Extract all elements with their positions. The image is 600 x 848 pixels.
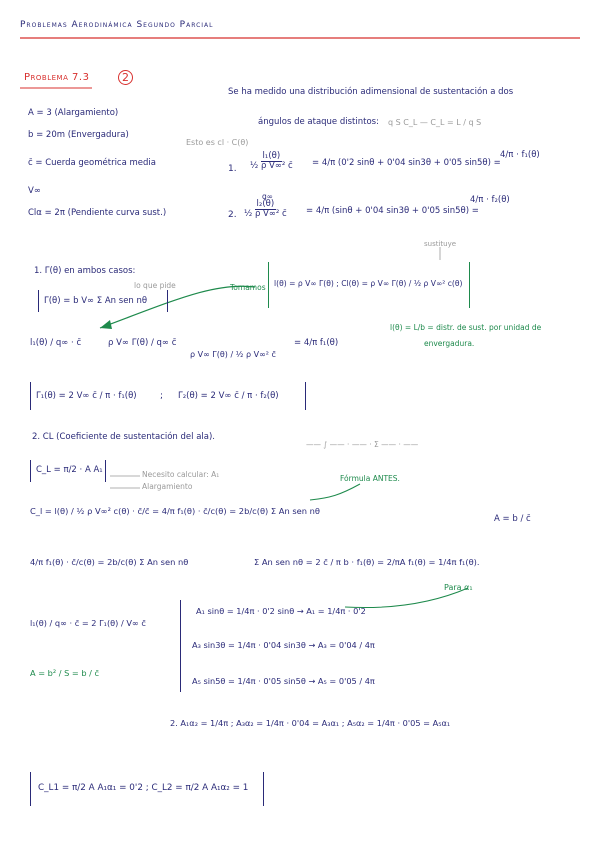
page-header-title: Problemas Aerodinámica Segundo Parcial [20,20,214,30]
formula-antes: Fórmula ANTES. [340,474,400,483]
statement-line-2: ángulos de ataque distintos: [258,117,379,127]
final-result: C_L1 = π/2 A A₁α₁ = 0'2 ; C_L2 = π/2 A A₁α₂ = 1 [38,783,249,793]
gamma-def: Γ(θ) = b V∞ Σ An sen nθ [44,296,148,306]
coef-a1: A₁ sinθ = 1/4π · 0'2 sinθ → A₁ = 1/4π · 0'2 [196,606,366,616]
note-necesito: Necesito calcular: A₁ [142,470,220,479]
section1-eq-rhs: = 4/π f₁(θ) [294,338,339,348]
coef-brace [180,600,181,692]
case2-index: 2. [228,210,237,220]
given-cuerda: c̄ = Cuerda geométrica media [28,158,156,168]
section1-title: 1. Γ(θ) en ambos casos: [34,266,136,276]
cl-equation: C_l = l(θ) / ½ ρ V∞² c(θ) · c̄/c̄ = 4/π f₁(θ) · c̄/c(θ) = 2b/c(θ) Σ An sen nθ [30,506,321,516]
series-row-rhs: Σ An sen nθ = 2 c̄ / π b · f₁(θ) = 2/πA f₁(θ) = 1/4π f₁(θ). [254,557,480,567]
tomamos-label: Tomamos [230,283,266,292]
case2-lhs-den: ½ ρ V∞² c̄ [244,208,287,219]
case1-lhs-sub: q∞ [262,192,274,201]
results-separator: ; [160,391,164,401]
coef-a3: A₃ sin3θ = 1/4π · 0'04 sin3θ → A₃ = 0'04 / 4π [192,640,375,650]
case1-fraction [246,152,297,171]
series-row-lhs: 4/π f₁(θ) · c̄/c(θ) = 2b/c(θ) Σ An sen nθ [30,557,189,567]
note-alargamiento: Alargamiento [142,482,193,491]
problem-number-mark: 2 [118,70,133,85]
case1-lhs-num: l₁(θ) [262,151,281,161]
case1-expression: = 4/π (0'2 sinθ + 0'04 sin3θ + 0'05 sin5θ) = [312,158,501,168]
gamma1-result: Γ₁(θ) = 2 V∞ c̄ / π · f₁(θ) [36,391,137,401]
given-alargamiento: A = 3 (Alargamiento) [28,108,119,118]
grey-note: Esto es cl · C(θ) [186,138,249,147]
section1-eq-mid2: ρ V∞ Γ(θ) / ½ ρ V∞² c̄ [190,350,276,359]
case1-lhs-den: ½ ρ V∞² c̄ [250,160,293,171]
case1-rhs: 4/π · f₁(θ) [500,150,540,160]
section2-title: 2. CL (Coeficiente de sustentación del ala). [32,432,216,442]
problem-label: Problema 7.3 [24,72,90,83]
given-vinf: V∞ [28,186,41,196]
boxed-relation-text: l(θ) = ρ V∞ Γ(θ) ; Cl(θ) = ρ V∞ Γ(θ) / ½ ρ V∞² c(θ) [274,279,463,288]
sustituye-note: sustituye [424,240,457,248]
aspect-ratio-def: A = b / c̄ [494,514,531,524]
case2-fraction [240,200,291,219]
cl-def: C_L = π/2 · A A₁ [36,465,103,475]
section2-grey-line: —— ∫ —— · —— · Σ —— · —— [306,440,419,449]
statement-line-1: Se ha medido una distribución adimensional de sustentación a dos [228,87,514,97]
case2-rhs: 4/π · f₂(θ) [470,195,510,205]
green-note-line-2: envergadura. [424,339,475,348]
case2-lhs-num: l₂(θ) [256,199,275,209]
left-relation-1: l₁(θ) / q∞ · c̄ = 2 Γ₁(θ) / V∞ c̄ [30,618,146,628]
green-note-line-1: l(θ) = L/b = distr. de sust. por unidad de [390,323,542,332]
coef-a5: A₅ sin5θ = 1/4π · 0'05 sin5θ → A₅ = 0'05 / 4π [192,676,375,686]
left-relation-2: A = b² / S = b / c̄ [30,668,100,678]
statement-tail: q S C_L — C_L = L / q S [388,118,482,127]
case2-expression: = 4/π (sinθ + 0'04 sin3θ + 0'05 sin5θ) = [306,206,479,216]
section1-note: lo que pide [134,281,176,290]
gamma2-result: Γ₂(θ) = 2 V∞ c̄ / π · f₂(θ) [178,391,279,401]
section1-eq-mid1: ρ V∞ Γ(θ) / q∞ c̄ [108,338,177,348]
case1-index: 1. [228,164,237,174]
para-alpha1: Para α₁ [444,583,473,592]
section1-eq-lhs: l₁(θ) / q∞ · c̄ [30,338,82,348]
given-pendiente: Clα = 2π (Pendiente curva sust.) [28,208,167,218]
coef-alpha2-row: 2. A₁α₂ = 1/4π ; A₃α₂ = 1/4π · 0'04 = A₃α₁ ; A₅α₂ = 1/4π · 0'05 = A₅α₁ [170,718,451,728]
given-envergadura: b = 20m (Envergadura) [28,130,129,140]
